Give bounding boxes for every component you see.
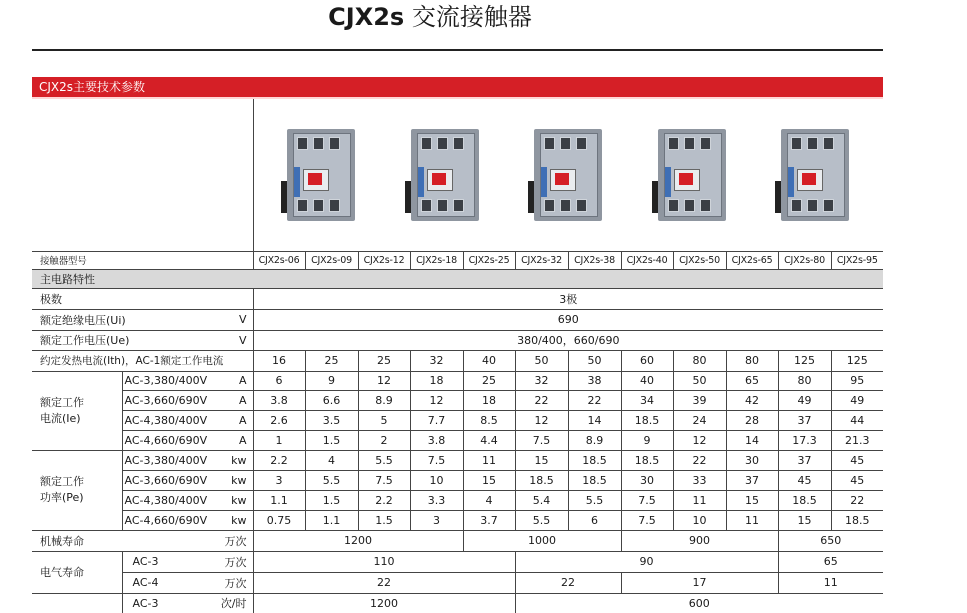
power-unit: kw: [220, 490, 253, 510]
current-value: 18.5: [621, 410, 673, 430]
ith-value: 125: [778, 350, 831, 371]
current-value: 80: [778, 371, 831, 390]
power-value: 10: [410, 470, 463, 490]
section-main-circuit: [32, 269, 883, 288]
current-value: 12: [358, 371, 410, 390]
mech-life-value: 1000: [463, 530, 621, 551]
op-freq-value: 600: [688, 596, 710, 610]
mech-life-value: 900: [621, 530, 778, 551]
model-cell: CJX2s-18: [410, 251, 463, 269]
section-bar: CJX2s主要技术参数: [32, 77, 883, 97]
current-value: 38: [568, 371, 621, 390]
mech-life-value: 650: [778, 530, 883, 551]
mech-life-label: 机械寿命: [32, 530, 220, 551]
power-value: 18.5: [621, 450, 673, 470]
current-value: 50: [673, 371, 726, 390]
model-cell: CJX2s-38: [568, 251, 621, 269]
current-value: 28: [726, 410, 778, 430]
power-value: 37: [778, 450, 831, 470]
ith-value: 60: [621, 350, 673, 371]
current-value: 8.9: [358, 390, 410, 410]
power-group-label: [32, 450, 122, 530]
product-images: [253, 99, 883, 251]
power-value: 18.5: [778, 490, 831, 510]
current-row: [32, 410, 883, 430]
contactor-image-18: [405, 123, 485, 227]
current-value: 40: [621, 371, 673, 390]
power-value: 4: [305, 450, 358, 470]
ith-row: [32, 350, 883, 371]
power-value: 5.4: [515, 490, 568, 510]
poles-label: 极数: [32, 288, 253, 309]
power-value: 30: [726, 450, 778, 470]
current-value: 34: [621, 390, 673, 410]
power-row: [32, 470, 883, 490]
power-label: AC-3,380/400V: [122, 450, 220, 470]
ui-value: 690: [253, 309, 883, 330]
current-unit: A: [220, 430, 253, 450]
current-value: 44: [831, 410, 883, 430]
image-row: [32, 99, 883, 251]
power-group-line1: 额定工作: [40, 475, 84, 488]
model-cell: CJX2s-80: [778, 251, 831, 269]
power-value: 7.5: [410, 450, 463, 470]
current-value: 18: [463, 390, 515, 410]
elec-life-ac3-label: AC-3: [122, 551, 220, 572]
power-value: 2.2: [358, 490, 410, 510]
elec-life-label: 电气寿命: [32, 551, 122, 593]
model-cell: CJX2s-50: [673, 251, 726, 269]
power-row: [32, 510, 883, 530]
current-value: 4.4: [463, 430, 515, 450]
model-cell: CJX2s-65: [726, 251, 778, 269]
op-freq-unit: 次/时: [220, 593, 253, 613]
ith-label: 约定发热电流(Ith)，AC-1额定工作电流: [32, 350, 253, 371]
page-title: [0, 2, 860, 32]
current-value: 3.8: [253, 390, 305, 410]
current-value: 8.5: [463, 410, 515, 430]
current-label: AC-3,660/690V: [122, 390, 220, 410]
ue-label: 额定工作电压(Ue): [32, 330, 220, 350]
power-value: 1.5: [305, 490, 358, 510]
current-value: 39: [673, 390, 726, 410]
title-text: 交流接触器: [404, 3, 532, 31]
current-unit: A: [220, 371, 253, 390]
current-value: 14: [568, 410, 621, 430]
elec-life-ac3-value: 110: [253, 551, 515, 572]
current-group-line2: 电流(Ie): [40, 411, 81, 425]
current-row: [32, 371, 883, 390]
current-value: 9: [305, 371, 358, 390]
current-value: 42: [726, 390, 778, 410]
model-cell: CJX2s-09: [305, 251, 358, 269]
current-value: 12: [673, 430, 726, 450]
power-value: 4: [463, 490, 515, 510]
power-value: 18.5: [568, 450, 621, 470]
current-value: 7.7: [410, 410, 463, 430]
ith-value: 50: [515, 350, 568, 371]
current-value: 3.8: [410, 430, 463, 450]
ith-value: 16: [253, 350, 305, 371]
poles-value: 3极: [253, 288, 883, 309]
power-value: 22: [831, 490, 883, 510]
power-value: 5.5: [515, 510, 568, 530]
ith-value: 32: [410, 350, 463, 371]
elec-life-ac4-value: 22: [253, 572, 515, 593]
power-value: 11: [463, 450, 515, 470]
current-value: 49: [831, 390, 883, 410]
power-value: 11: [673, 490, 726, 510]
op-freq-label-cutoff: [32, 593, 122, 613]
power-value: 15: [726, 490, 778, 510]
power-value: 2.2: [253, 450, 305, 470]
elec-life-ac4-value: 17: [621, 572, 778, 593]
current-value: 1: [253, 430, 305, 450]
current-value: 5: [358, 410, 410, 430]
power-row: [32, 450, 883, 470]
power-value: 5.5: [358, 450, 410, 470]
op-freq-row: [32, 593, 883, 613]
op-freq-ac3-label: AC-3: [132, 596, 159, 610]
title-rule: [32, 49, 883, 51]
elec-life-ac3-unit: 万次: [220, 551, 253, 572]
model-cell: CJX2s-25: [463, 251, 515, 269]
current-value: 65: [726, 371, 778, 390]
power-group-line2: 功率(Pe): [40, 491, 84, 504]
power-unit: kw: [220, 510, 253, 530]
contactor-image-50: [652, 123, 732, 227]
current-value: 9: [621, 430, 673, 450]
current-value: 22: [515, 390, 568, 410]
current-value: 32: [515, 371, 568, 390]
elec-life-ac4-unit: 万次: [220, 572, 253, 593]
power-value: 0.75: [253, 510, 305, 530]
power-value: 1.1: [253, 490, 305, 510]
power-value: 3.7: [463, 510, 515, 530]
current-value: 2.6: [253, 410, 305, 430]
current-row: [32, 430, 883, 450]
power-value: 33: [673, 470, 726, 490]
current-group-label: [32, 371, 122, 450]
current-label: AC-3,380/400V: [122, 371, 220, 390]
power-value: 5.5: [568, 490, 621, 510]
model-cell: CJX2s-12: [358, 251, 410, 269]
mech-life-value: 1200: [253, 530, 463, 551]
power-value: 22: [673, 450, 726, 470]
power-row: [32, 490, 883, 510]
current-value: 22: [568, 390, 621, 410]
power-value: 1.5: [358, 510, 410, 530]
power-value: 30: [621, 470, 673, 490]
elec-life-ac4-label: AC-4: [122, 572, 220, 593]
ue-value: 380/400，660/690: [253, 330, 883, 350]
current-value: 24: [673, 410, 726, 430]
power-value: 18.5: [515, 470, 568, 490]
power-value: 15: [515, 450, 568, 470]
elec-life-ac3-value: 65: [778, 551, 883, 572]
model-cell: CJX2s-06: [253, 251, 305, 269]
ue-row: [32, 330, 883, 350]
current-label: AC-4,660/690V: [122, 430, 220, 450]
power-value: 3: [253, 470, 305, 490]
current-value: 6: [253, 371, 305, 390]
current-row: [32, 390, 883, 410]
power-value: 45: [831, 470, 883, 490]
elec-life-ac4-value: 22: [515, 572, 621, 593]
current-value: 2: [358, 430, 410, 450]
current-value: 8.9: [568, 430, 621, 450]
power-value: 7.5: [621, 490, 673, 510]
current-value: 49: [778, 390, 831, 410]
current-value: 21.3: [831, 430, 883, 450]
power-value: 5.5: [305, 470, 358, 490]
mech-life-row: [32, 530, 883, 551]
elec-life-ac4-value: 11: [778, 572, 883, 593]
power-label: AC-4,380/400V: [122, 490, 220, 510]
power-unit: kw: [220, 450, 253, 470]
power-value: 11: [726, 510, 778, 530]
op-freq-value: 1200: [253, 593, 515, 613]
power-value: 3.3: [410, 490, 463, 510]
power-value: 1.1: [305, 510, 358, 530]
elec-life-ac3-row: [32, 551, 883, 572]
current-value: 95: [831, 371, 883, 390]
current-unit: A: [220, 410, 253, 430]
model-cell: CJX2s-40: [621, 251, 673, 269]
power-value: 18.5: [568, 470, 621, 490]
ui-unit: V: [220, 309, 253, 330]
current-value: 12: [410, 390, 463, 410]
title-model: CJX2s: [328, 3, 405, 31]
current-value: 25: [463, 371, 515, 390]
current-group-line1: 额定工作: [40, 395, 84, 409]
power-value: 3: [410, 510, 463, 530]
ui-label: 额定绝缘电压(Ui): [32, 309, 220, 330]
model-cell: CJX2s-32: [515, 251, 568, 269]
power-label: AC-4,660/690V: [122, 510, 220, 530]
image-row-blank: [32, 99, 253, 251]
current-value: 1.5: [305, 430, 358, 450]
power-value: 6: [568, 510, 621, 530]
current-value: 3.5: [305, 410, 358, 430]
current-value: 14: [726, 430, 778, 450]
power-value: 7.5: [621, 510, 673, 530]
power-value: 45: [778, 470, 831, 490]
model-cell: CJX2s-95: [831, 251, 883, 269]
current-value: 12: [515, 410, 568, 430]
section-main-circuit-label: 主电路特性: [32, 269, 883, 288]
spec-table: [32, 99, 883, 613]
current-value: 37: [778, 410, 831, 430]
elec-life-ac4-row: [32, 572, 883, 593]
power-value: 45: [831, 450, 883, 470]
power-value: 37: [726, 470, 778, 490]
power-value: 15: [778, 510, 831, 530]
elec-life-ac3-value: 90: [515, 551, 778, 572]
ith-value: 125: [831, 350, 883, 371]
power-value: 15: [463, 470, 515, 490]
current-value: 6.6: [305, 390, 358, 410]
ith-value: 25: [358, 350, 410, 371]
ith-value: 40: [463, 350, 515, 371]
power-unit: kw: [220, 470, 253, 490]
contactor-image-95: [775, 123, 855, 227]
power-value: 18.5: [831, 510, 883, 530]
ith-value: 25: [305, 350, 358, 371]
ith-value: 50: [568, 350, 621, 371]
contactor-image-32: [528, 123, 608, 227]
mech-life-unit: 万次: [220, 530, 253, 551]
current-value: 18: [410, 371, 463, 390]
ith-value: 80: [673, 350, 726, 371]
ith-value: 80: [726, 350, 778, 371]
model-label: 接触器型号: [32, 251, 253, 269]
current-value: 17.3: [778, 430, 831, 450]
power-label: AC-3,660/690V: [122, 470, 220, 490]
ui-row: [32, 309, 883, 330]
contactor-image-06: [281, 123, 361, 227]
current-value: 7.5: [515, 430, 568, 450]
model-row: [32, 251, 883, 269]
power-value: 10: [673, 510, 726, 530]
power-value: 7.5: [358, 470, 410, 490]
ue-unit: V: [220, 330, 253, 350]
current-unit: A: [220, 390, 253, 410]
current-label: AC-4,380/400V: [122, 410, 220, 430]
poles-row: [32, 288, 883, 309]
